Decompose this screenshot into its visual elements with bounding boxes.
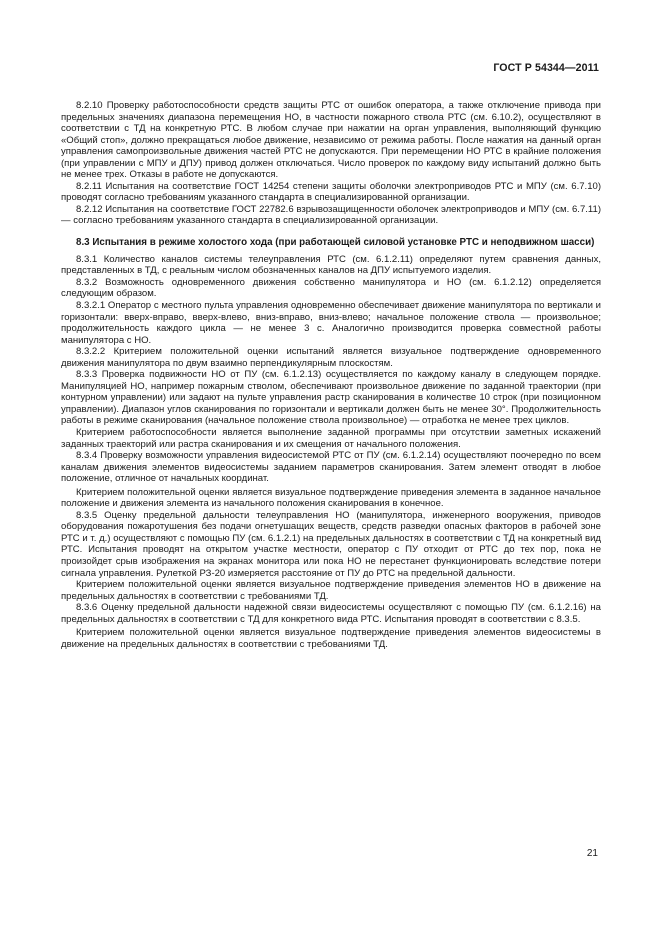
paragraph-8-3-2-2: 8.3.2.2 Критерием положительной оценки испытаний является визуальное подтверждение одновременного движения манипулятора по двум взаимно перпендикулярным плоскостям. [61,346,601,369]
paragraph-8-2-10: 8.2.10 Проверку работоспособности средств защиты РТС от ошибок оператора, а также отключение привода при предельных значениях диапазона перемещения НО, в частности пожарного ствола РТС (см. 6.10.2), осуществляют в соответствии с ТД на конкретную РТС. В любом случае при нажатии на орган управления, выполняющий функцию «Общий стоп», должно прекращаться любое движение, независимо от режима работы. После нажатия на данный орган управления самопроизвольные движения частей РТС не допускаются. При перемещении НО РТС в крайние положения (при управлении с МПУ и ДПУ) привод должен отключаться. Число проверок по каждому виду испытаний должно быть не менее трех. Отказы в работе не допускаются. [61,100,601,181]
paragraph-criterion-video-range: Критерием положительной оценки является визуальное подтверждение приведения элементов видеосистемы в движение на предельных дальностях в соответствии с требованиями ТД. [61,627,601,650]
paragraph-8-3-6: 8.3.6 Оценку предельной дальности надежной связи видеосистемы осуществляют с помощью ПУ (см. 6.1.2.16) на предельных дальностях в соответствии с ТД для конкретного вида РТС. Испытания проводят в соответствии с 8.3.5. [61,602,601,625]
paragraph-8-2-12: 8.2.12 Испытания на соответствие ГОСТ 22782.6 взрывозащищенности оболочек электроприводов и МПУ (см. 6.7.11) — согласно требованиям указанного стандарта в специализированной организации. [61,203,601,227]
paragraph-8-2-11: 8.2.11 Испытания на соответствие ГОСТ 14254 степени защиты оболочки электроприводов РТС и МПУ (см. 6.7.10) проводят согласно требованиям указанного стандарта в специализированной организации. [61,180,601,204]
document-body [61,100,601,650]
paragraph-8-3-2: 8.3.2 Возможность одновременного движения собственно манипулятора и НО (см. 6.1.2.12) определяется следующим образом. [61,276,601,300]
paragraph-8-3-5: 8.3.5 Оценку предельной дальности телеуправления НО (манипулятора, инженерного вооружения, приводов оборудования пожаротушения без подачи огнетушащих веществ, средств разведки опасных факторов в рабочей зоне РТС и т. д.) осуществляют с помощью ПУ (см. 6.1.2.1) на предельных дальностях в соответствии с ТД на конкретный вид РТС. Испытания проводят на открытом участке местности, оператор с ПУ отходит от РТС до тех пор, пока не произойдет срыв изображения на экранах монитора или пока НО не перестанет функционировать вследствие потери сигнала управления. Рулеткой РЗ-20 измеряется расстояние от ПУ до РТС на предельной дальности. [61,509,601,579]
paragraph-criterion-operability: Критерием работоспособности является выполнение заданной программы при отсутствии заметных искажений заданных траекторий или растра сканирования и их смещения от начального положения. [61,427,601,450]
page-number: 21 [586,848,598,859]
paragraph-criterion-video-element: Критерием положительной оценки является визуальное подтверждение приведения элемента в заданное начальное положение и движения элемента из начального положения сканирования в конечное. [61,486,601,510]
paragraph-8-3-2-1: 8.3.2.1 Оператор с местного пульта управления одновременно обеспечивает движение манипулятора по вертикали и горизонтали: вверх-вправо, вверх-влево, вниз-вправо, вниз-влево; начальное положение ствола — произвольное; продолжительность каждого цикла — не менее 3 с. Аналогично производится проверка совместной работы манипулятора с НО. [61,300,601,346]
paragraph-8-3-3: 8.3.3 Проверка подвижности НО от ПУ (см. 6.1.2.13) осуществляется по каждому каналу в следующем порядке. Манипуляцией НО, например пожарным стволом, обеспечивают произвольное движение по заданной траектории (при контурном управлении) или задают на пульте управления растр сканирования в количестве 10 строк (при позиционном управлении). Диапазон углов сканирования по горизонтали и вертикали должен быть не менее 30°. Продолжительность работы в режиме сканирования (начальное положение ствола произвольное) — отработка не менее трех циклов. [61,369,601,427]
section-heading-8-3: 8.3 Испытания в режиме холостого хода (при работающей силовой установке РТС и неподвижном шасси) [76,237,595,249]
paragraph-8-3-1: 8.3.1 Количество каналов системы телеуправления РТС (см. 6.1.2.11) определяют путем сравнения данных, представленных в ТД, с реальным числом обозначенных каналов на ДПУ испытуемого изделия. [61,253,601,277]
document-code-header: ГОСТ Р 54344—2011 [493,62,599,74]
paragraph-8-3-4: 8.3.4 Проверку возможности управления видеосистемой РТС от ПУ (см. 6.1.2.14) осуществляют поочередно по всем каналам движения элементов видеосистемы заданием параметров сканирования. Затем элемент отводят в любое положение, отличное от начальных координат. [61,450,601,485]
paragraph-criterion-range: Критерием положительной оценки является визуальное подтверждение приведения элементов НО в движение на предельных дальностях в соответствии с требованиями ТД. [61,579,601,602]
